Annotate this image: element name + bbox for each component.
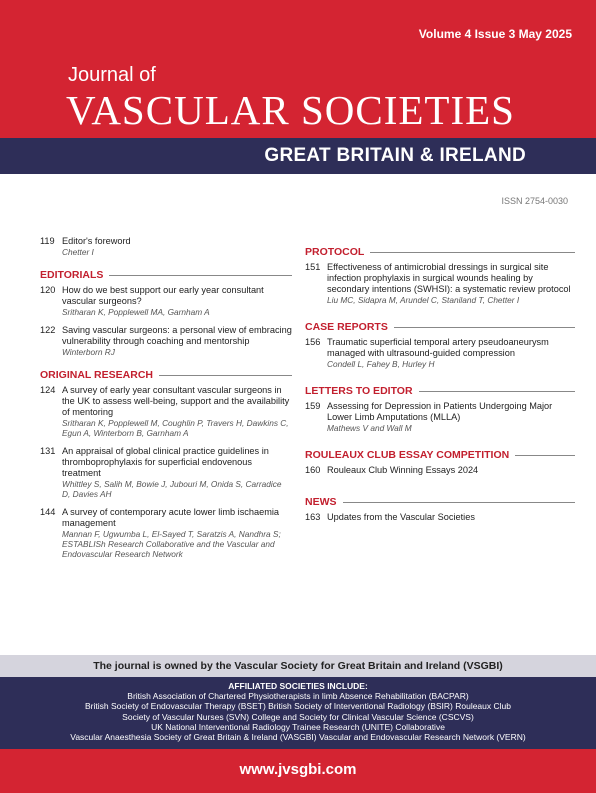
- section-rule: [515, 455, 575, 456]
- journal-of-text: Journal of: [68, 64, 156, 86]
- section-rule: [419, 391, 575, 392]
- section-title: NEWS: [305, 496, 337, 508]
- entry-title: Rouleaux Club Winning Essays 2024: [327, 465, 479, 475]
- contents-entry[interactable]: [305, 401, 575, 433]
- website-link[interactable]: www.jvsgbi.com: [239, 761, 357, 778]
- entry-authors: Whittley S, Salih M, Bowie J, Jubouri M, Onida S, Carradice D, Davies AH: [62, 479, 282, 499]
- contents-right-column: [305, 246, 575, 531]
- journal-subtitle: GREAT BRITAIN & IRELAND: [264, 145, 526, 166]
- entry-page: 124: [40, 385, 56, 395]
- section-header-original-research: [40, 369, 292, 381]
- entry-authors: Condell L, Fahey B, Hurley H: [327, 359, 435, 369]
- affiliated-line: Vascular Anaesthesia Society of Great Britain & Ireland (VASGBI) Vascular and Endovascular Research Network (VERN): [70, 732, 526, 743]
- section-title: LETTERS TO EDITOR: [305, 385, 413, 397]
- section-header-rouleaux: [305, 449, 575, 461]
- entry-title: Assessing for Depression in Patients Undergoing Major Lower Limb Amputations (MLLA): [327, 401, 553, 422]
- contents-entry[interactable]: [40, 285, 292, 317]
- ownership-statement: The journal is owned by the Vascular Society for Great Britain and Ireland (VSGBI): [93, 660, 503, 672]
- entry-authors: Sritharan K, Popplewell M, Coughlin P, Travers H, Dawkins C, Egun A, Winterborn B, Garnham A: [62, 418, 289, 438]
- entry-title: Traumatic superficial temporal artery pseudoaneurysm managed with ultrasound-guided compression: [327, 337, 549, 358]
- affiliated-line: Society of Vascular Nurses (SVN) College and Society for Clinical Vascular Science (CSCVS): [122, 711, 474, 722]
- contents-entry[interactable]: [40, 325, 292, 357]
- entry-title: How do we best support our early year consultant vascular surgeons?: [62, 285, 264, 306]
- entry-page: 151: [305, 262, 321, 272]
- affiliated-line: UK National Interventional Radiology Trainee Research (UNITE) Collaborative: [151, 721, 445, 732]
- entry-title: Editor's foreword: [62, 236, 131, 246]
- entry-title: A survey of early year consultant vascular surgeons in the UK to assess well-being, support and the availability of mentoring: [62, 385, 290, 417]
- issn-number: ISSN 2754-0030: [501, 196, 568, 206]
- entry-authors: Mathews V and Wall M: [327, 423, 412, 433]
- entry-title: An appraisal of global clinical practice guidelines in thromboprophylaxis for superficial endovenous treatment: [62, 446, 269, 478]
- entry-authors: Liu MC, Sidapra M, Arundel C, Staniland T, Chetter I: [327, 295, 520, 305]
- entry-page: 163: [305, 512, 321, 522]
- section-rule: [343, 502, 576, 503]
- section-header-case-reports: [305, 321, 575, 333]
- entry-title: Saving vascular surgeons: a personal view of embracing vulnerability through coaching and mentorship: [62, 325, 292, 346]
- entry-page: 122: [40, 325, 56, 335]
- contents-entry[interactable]: [305, 512, 575, 523]
- entry-title: A survey of contemporary acute lower limb ischaemia management: [62, 507, 280, 528]
- section-title: PROTOCOL: [305, 246, 365, 258]
- section-title: EDITORIALS: [40, 269, 104, 281]
- contents-entry[interactable]: [40, 236, 292, 257]
- affiliated-line: British Association of Chartered Physiotherapists in limb Absence Rehabilitation (BACPAR): [127, 691, 469, 701]
- entry-page: 131: [40, 446, 56, 456]
- section-rule: [394, 327, 575, 328]
- section-header-letters: [305, 385, 575, 397]
- section-header-editorials: [40, 269, 292, 281]
- contents-entry[interactable]: [305, 262, 575, 305]
- affiliated-societies-list: [0, 691, 596, 742]
- section-title: ORIGINAL RESEARCH: [40, 369, 153, 381]
- section-title: CASE REPORTS: [305, 321, 388, 333]
- entry-authors: Winterborn RJ: [62, 347, 115, 357]
- contents-entry[interactable]: [305, 465, 575, 476]
- entry-page: 160: [305, 465, 321, 475]
- affiliated-line: British Society of Endovascular Therapy (BSET) British Society of Interventional Radiology (BSIR) Rouleaux Club: [85, 701, 511, 712]
- section-header-news: [305, 496, 575, 508]
- entry-authors: Mannan F, Ugwumba L, El-Sayed T, Saratzis A, Nandhra S; ESTABLISh Research Collaborative and the Vascular and Endovascular Research Network: [62, 529, 281, 559]
- contents-entry[interactable]: [305, 337, 575, 369]
- section-rule: [109, 275, 292, 276]
- contents-entry[interactable]: [40, 507, 292, 559]
- contents-entry[interactable]: [40, 385, 292, 438]
- entry-title: Updates from the Vascular Societies: [327, 512, 475, 522]
- entry-page: 156: [305, 337, 321, 347]
- entry-title: Effectiveness of antimicrobial dressings in surgical site infection prophylaxis in surgical wounds healing by secondary intentions (SWHSI): a systematic review protocol: [327, 262, 571, 294]
- contents-left-column: [40, 236, 292, 567]
- issue-line: Volume 4 Issue 3 May 2025: [418, 27, 572, 41]
- journal-title: VASCULAR SOCIETIES: [66, 87, 515, 133]
- section-title: ROULEAUX CLUB ESSAY COMPETITION: [305, 449, 510, 461]
- section-header-protocol: [305, 246, 575, 258]
- entry-page: 120: [40, 285, 56, 295]
- entry-page: 119: [40, 236, 55, 246]
- entry-authors: Sritharan K, Popplewell MA, Garnham A: [62, 307, 210, 317]
- contents-entry[interactable]: [40, 446, 292, 499]
- section-rule: [370, 252, 575, 253]
- entry-page: 144: [40, 507, 56, 517]
- affiliated-title: AFFILIATED SOCIETIES INCLUDE:: [228, 681, 368, 691]
- entry-authors: Chetter I: [62, 247, 94, 257]
- entry-page: 159: [305, 401, 321, 411]
- section-rule: [159, 375, 292, 376]
